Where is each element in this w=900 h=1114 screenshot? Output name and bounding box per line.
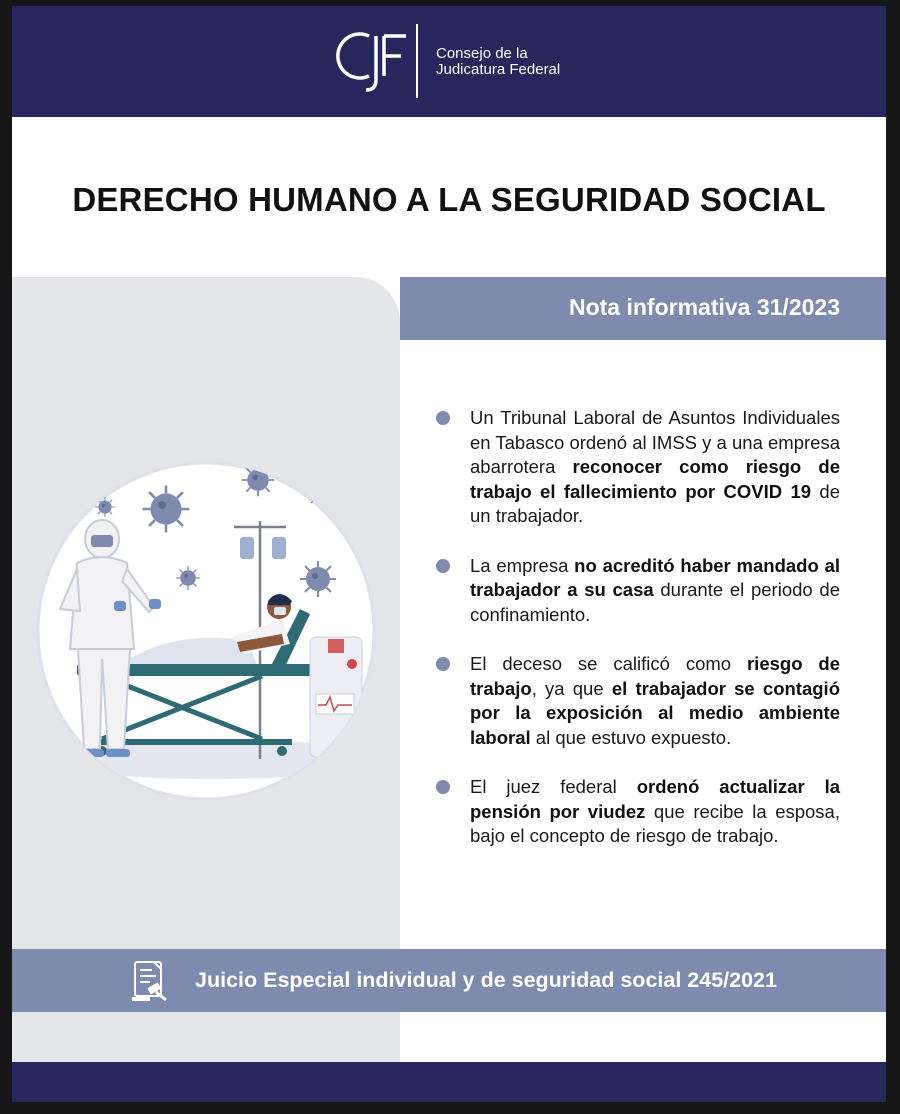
- bullet-text: El juez federal: [470, 776, 637, 797]
- bullet-text: de un trabajador.: [470, 480, 840, 526]
- org-line-1: Consejo de la: [436, 45, 528, 62]
- page-title: DERECHO HUMANO A LA SEGURIDAD SOCIAL: [72, 181, 826, 218]
- bullet-text: al que estuvo expuesto.: [530, 726, 732, 748]
- info-card: [12, 6, 886, 1102]
- bullet-item: [436, 406, 840, 529]
- bullet-list: [436, 406, 840, 874]
- bullet-text: durante el periodo de confinamiento.: [470, 579, 840, 625]
- bullet-dot-icon: [436, 657, 450, 671]
- bullet-text: que recibe la esposa, bajo el concepto de riesgo de trabajo.: [470, 800, 840, 846]
- header: [12, 6, 886, 117]
- bullet-dot-icon: [436, 559, 450, 573]
- bullet-dot-icon: [436, 780, 450, 794]
- bullet-item: [436, 652, 840, 750]
- logo-divider: [416, 24, 418, 98]
- bullet-text-bold: no acreditó haber mandado al trabajador a su casa: [470, 554, 840, 600]
- bullet-item: [436, 554, 840, 628]
- bullet-text-bold: riesgo de trabajo: [470, 653, 840, 699]
- covid-hospital-illustration: [22, 459, 392, 809]
- org-line-2: Judicatura Federal: [436, 61, 561, 78]
- bullet-text: El deceso se calificó como: [470, 653, 747, 674]
- bullet-text: La empresa: [470, 554, 575, 576]
- bullet-text-bold: reconocer como riesgo de trabajo el fallecimiento por COVID 19: [470, 456, 840, 502]
- legal-document-gavel-icon: [130, 959, 172, 1003]
- bullet-text-bold: ordenó actualizar la pensión por viudez: [470, 776, 840, 822]
- bullet-text-bold: el trabajador se contagió por la exposición al medio ambiente laboral: [470, 677, 840, 748]
- case-reference: Juicio Especial individual y de seguridad social 245/2021: [195, 968, 777, 992]
- bullet-item: [436, 775, 840, 849]
- cjf-logo: [324, 24, 424, 94]
- bullet-dot-icon: [436, 411, 450, 425]
- bullet-text: , ya que: [531, 677, 612, 699]
- bottom-bar: [12, 1062, 886, 1102]
- nota-informativa: Nota informativa 31/2023: [568, 294, 840, 320]
- organization-name: [436, 46, 560, 78]
- bullet-text: Un Tribunal Laboral de Asuntos Individuales en Tabasco ordenó al IMSS y a una empresa abarrotera: [470, 407, 840, 477]
